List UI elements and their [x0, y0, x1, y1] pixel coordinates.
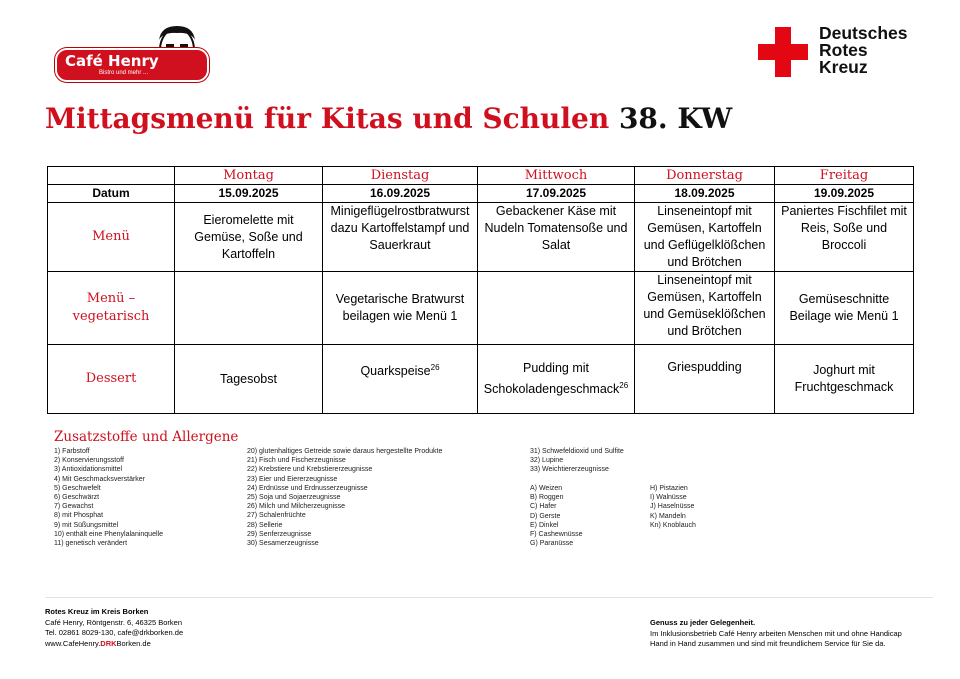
- veg-label-line-1: Menü –: [86, 291, 136, 306]
- dessert-cell: [478, 345, 635, 414]
- allergen-item: I) Walnüsse: [650, 494, 687, 502]
- footer-contact: [45, 607, 183, 649]
- day-monday: Montag: [175, 167, 323, 185]
- day-thursday: Donnerstag: [635, 167, 775, 185]
- date-label: Datum: [48, 185, 175, 203]
- allergen-item: 10) enthält eine Phenylalaninquelle: [54, 530, 163, 538]
- allergen-item: 3) Antioxidationsmittel: [54, 466, 123, 474]
- allergen-item: 26) Milch und Milcherzeugnisse: [247, 503, 346, 511]
- allergen-item: 6) Geschwärzt: [54, 494, 100, 502]
- allergen-item: 21) Fisch und Fischerzeugnisse: [247, 457, 346, 465]
- allergen-item: 2) Konservierungsstoff: [54, 457, 124, 465]
- menu-cell: Minigeflügelrostbratwurst dazu Kartoffelstampf und Sauerkraut: [323, 203, 478, 272]
- red-cross-icon: [758, 27, 808, 77]
- allergen-item: 9) mit Süßungsmittel: [54, 521, 119, 529]
- date-cell: 16.09.2025: [323, 185, 478, 203]
- web-part-red: DRK: [100, 638, 117, 648]
- allergen-item: 4) Mit Geschmacksverstärker: [54, 475, 146, 483]
- allergen-item: H) Pistazien: [650, 485, 688, 492]
- veg-cell: Gemüseschnitte Beilage wie Menü 1: [775, 272, 914, 345]
- logo-badge: [55, 48, 209, 82]
- dessert-label: Dessert: [48, 345, 175, 414]
- allergen-item: 22) Krebstiere und Krebstiererzeugnisse: [247, 466, 373, 474]
- footer-org: Rotes Kreuz im Kreis Borken: [45, 607, 149, 616]
- date-row: [48, 185, 914, 203]
- allergen-item: 11) genetisch verändert: [54, 540, 128, 548]
- logo-name: Café Henry: [65, 52, 159, 70]
- title-main: Mittagsmenü für Kitas und Schulen: [45, 102, 610, 135]
- footer-web[interactable]: [45, 639, 183, 650]
- drk-line-2: Rotes: [819, 40, 868, 60]
- allergen-col-2: [247, 447, 442, 548]
- drk-wordmark: [819, 25, 908, 76]
- allergen-col-3-bottom: [530, 484, 583, 548]
- allergen-item: Kn) Knoblauch: [650, 521, 696, 529]
- veg-cell: [175, 272, 323, 345]
- menu-cell: Eieromelette mit Gemüse, Soße und Kartoffeln: [175, 203, 323, 272]
- allergen-item: 29) Senferzeugnisse: [247, 530, 312, 538]
- allergen-item: 1) Farbstoff: [54, 448, 90, 455]
- allergen-item: 23) Eier und Eiererzeugnisse: [247, 475, 338, 483]
- day-tuesday: Dienstag: [323, 167, 478, 185]
- allergen-item: D) Gerste: [530, 512, 561, 520]
- allergen-item: C) Hafer: [530, 503, 557, 511]
- allergen-item: E) Dinkel: [530, 521, 559, 529]
- allergen-item: B) Roggen: [530, 494, 564, 502]
- footer-contact-line: Tel. 02861 8029-130, cafe@drkborken.de: [45, 628, 184, 638]
- veg-label-line-2: vegetarisch: [72, 309, 150, 324]
- allergen-item: 28) Sellerie: [247, 521, 283, 529]
- dessert-cell: Tagesobst: [175, 345, 323, 414]
- allergen-item: 5) Geschwefelt: [54, 484, 101, 492]
- logo-sub: Bistro und mehr ...: [99, 70, 149, 76]
- drk-logo: [758, 23, 928, 79]
- allergen-item: 32) Lupine: [530, 457, 564, 465]
- date-cell: 15.09.2025: [175, 185, 323, 203]
- footer-text-2: Hand in Hand zusammen und sind mit freundlichem Service für Sie da.: [650, 639, 886, 649]
- allergen-sup: 26: [619, 380, 629, 390]
- allergen-item: G) Paranüsse: [530, 540, 574, 548]
- veg-cell: [478, 272, 635, 345]
- web-part: Borken.de: [116, 638, 151, 648]
- dessert-row: [48, 345, 914, 414]
- day-wednesday: Mittwoch: [478, 167, 635, 185]
- footer-slogan: Genuss zu jeder Gelegenheit.: [650, 618, 756, 627]
- allergen-item: 8) mit Phosphat: [54, 512, 104, 520]
- allergen-item: 33) Weichtiererzeugnisse: [530, 466, 609, 474]
- allergen-item: J) Haselnüsse: [650, 503, 695, 511]
- footer-address: Café Henry, Röntgenstr. 6, 46325 Borken: [45, 617, 183, 627]
- day-header-row: [48, 167, 914, 185]
- day-friday: Freitag: [775, 167, 914, 185]
- drk-line-3: Kreuz: [819, 57, 868, 77]
- allergen-col-1: [54, 447, 163, 548]
- allergen-item: F) Cashewnüsse: [530, 531, 583, 539]
- menu-label: Menü: [48, 203, 175, 272]
- date-cell: 18.09.2025: [635, 185, 775, 203]
- menu-cell: Linseneintopf mit Gemüsen, Kartoffeln und Geflügelklößchen und Brötchen: [635, 203, 775, 272]
- allergen-col-3-top: [530, 447, 624, 475]
- veg-row: [48, 272, 914, 345]
- dessert-text: Pudding mit Schokoladengeschmack: [483, 360, 620, 397]
- corner-cell: [48, 167, 175, 185]
- dessert-cell: Joghurt mit Fruchtgeschmack: [775, 345, 914, 414]
- allergen-item: A) Weizen: [530, 485, 563, 492]
- allergen-item: 25) Soja und Sojaerzeugnisse: [247, 494, 341, 502]
- allergen-item: 31) Schwefeldioxid und Sulfite: [530, 448, 624, 455]
- allergen-title: Zusatzstoffe und Allergene: [54, 429, 239, 445]
- menu-table: [47, 166, 914, 414]
- allergen-item: 20) glutenhaltiges Getreide sowie daraus hergestellte Produkte: [247, 448, 443, 455]
- cafe-henry-logo: [55, 22, 215, 82]
- date-cell: 17.09.2025: [478, 185, 635, 203]
- date-cell: 19.09.2025: [775, 185, 914, 203]
- menu-cell: Gebackener Käse mit Nudeln Tomatensoße und Salat: [478, 203, 635, 272]
- veg-cell: Vegetarische Bratwurst beilagen wie Menü 1: [323, 272, 478, 345]
- footer-slogan-block: [650, 618, 902, 650]
- drk-line-1: Deutsches: [819, 23, 908, 43]
- allergen-item: 7) Gewachst: [54, 503, 94, 511]
- page-title: [45, 102, 732, 135]
- allergen-col-4: [650, 484, 696, 530]
- footer-divider: [45, 597, 933, 598]
- allergen-item: K) Mandeln: [650, 512, 686, 520]
- dessert-cell: [323, 345, 478, 414]
- dessert-text: Quarkspeise: [360, 364, 431, 379]
- veg-label: [48, 272, 175, 345]
- title-week: 38. KW: [618, 102, 733, 135]
- web-part: www.CafeHenry.: [45, 638, 101, 648]
- footer-text-1: Im Inklusionsbetrieb Café Henry arbeiten Menschen mit und ohne Handicap: [650, 628, 902, 638]
- veg-cell: Linseneintopf mit Gemüsen, Kartoffeln und Gemüseklößchen und Brötchen: [635, 272, 775, 345]
- allergen-sup: 26: [430, 363, 440, 372]
- menu-row: [48, 203, 914, 272]
- allergen-item: 30) Sesamerzeugnisse: [247, 540, 319, 548]
- dessert-cell: Griespudding: [635, 345, 775, 414]
- allergen-item: 27) Schalenfrüchte: [247, 512, 306, 520]
- allergen-item: 24) Erdnüsse und Erdnusserzeugnisse: [247, 484, 368, 492]
- menu-cell: Paniertes Fischfilet mit Reis, Soße und Broccoli: [775, 203, 914, 272]
